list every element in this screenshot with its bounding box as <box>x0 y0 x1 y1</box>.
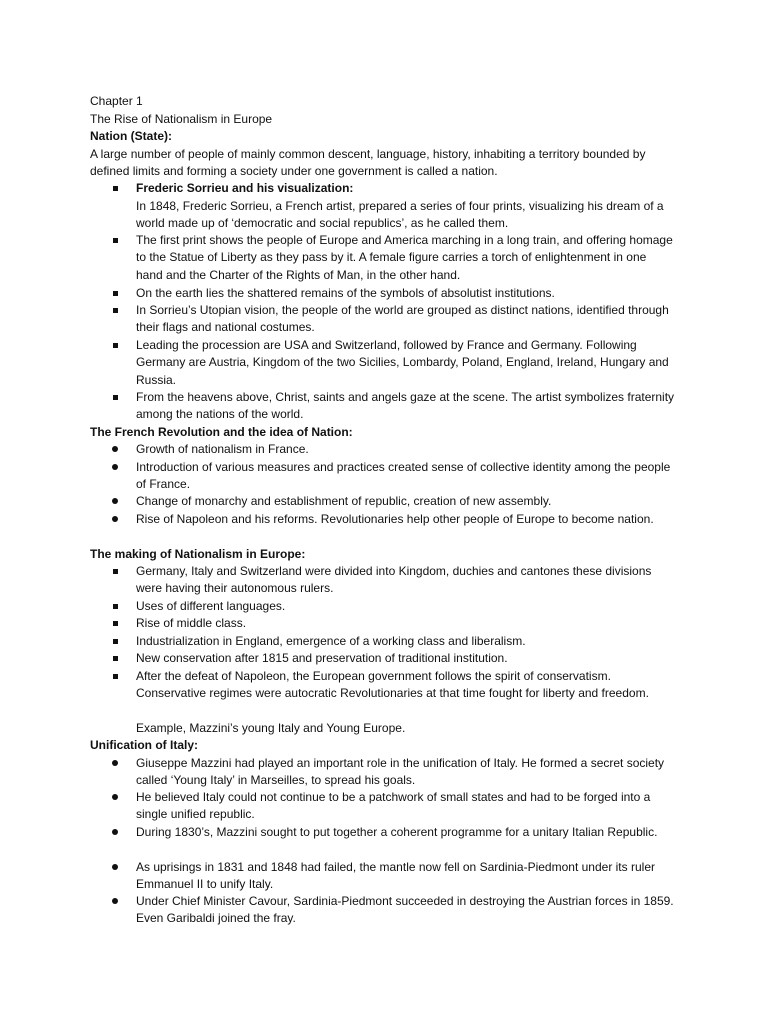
french-revolution-item: Rise of Napoleon and his reforms. Revolutionaries help other people of Europe to become nation. <box>136 512 654 526</box>
french-revolution-item: Introduction of various measures and practices created sense of collective identity among the people of France. <box>136 460 671 492</box>
unification-item: He believed Italy could not continue to be a patchwork of small states and had to be forged into a single unified republic. <box>136 790 651 822</box>
list-item <box>90 180 670 197</box>
list-item <box>90 302 670 337</box>
list-item <box>90 893 674 928</box>
list-item <box>90 650 670 667</box>
sorrieu-item: In Sorrieu’s Utopian vision, the people of the world are grouped as distinct nations, identified through their flags and national costumes. <box>136 303 669 335</box>
round-bullet-icon <box>112 760 118 766</box>
making-example: Example, Mazzini’s young Italy and Young Europe. <box>136 721 406 735</box>
sorrieu-intro: In 1848, Frederic Sorrieu, a French artist, prepared a series of four prints, visualizing his dream of a world made up of ‘democratic and social republics’, as he called them. <box>136 199 664 231</box>
square-bullet-icon <box>113 343 118 348</box>
list-item <box>90 563 670 598</box>
round-bullet-icon <box>112 898 118 904</box>
french-revolution-item: Growth of nationalism in France. <box>136 442 309 456</box>
list-item <box>90 789 670 824</box>
square-bullet-icon <box>113 656 118 661</box>
list-item <box>90 441 670 458</box>
list-item <box>90 755 670 790</box>
nation-heading: Nation (State): <box>90 129 172 143</box>
making-item: After the defeat of Napoleon, the European government follows the spirit of conservatism. Conservative regimes were autocratic Revolutionaries at that time fought for liberty and freedom. <box>136 669 649 701</box>
round-bullet-icon <box>112 446 118 452</box>
round-bullet-icon <box>112 516 118 522</box>
list-item <box>90 511 670 528</box>
list-item <box>90 232 673 284</box>
square-bullet-icon <box>113 621 118 626</box>
making-heading: The making of Nationalism in Europe: <box>90 547 306 561</box>
unification-item: Under Chief Minister Cavour, Sardinia-Piedmont succeeded in destroying the Austrian forces in 1859. Even Garibaldi joined the fray. <box>136 894 674 926</box>
list-item <box>90 668 670 703</box>
square-bullet-icon <box>113 291 118 296</box>
round-bullet-icon <box>112 794 118 800</box>
square-bullet-icon <box>113 604 118 609</box>
making-item: New conservation after 1815 and preservation of traditional institution. <box>136 651 508 665</box>
unification-item: During 1830’s, Mazzini sought to put together a coherent programme for a unitary Italian Republic. <box>136 825 658 839</box>
making-item: Germany, Italy and Switzerland were divided into Kingdom, duchies and cantones these divisions were having their autonomous rulers. <box>136 564 652 596</box>
list-item <box>90 615 670 632</box>
making-item: Uses of different languages. <box>136 599 286 613</box>
list-item <box>90 859 670 894</box>
nation-definition: A large number of people of mainly common descent, language, history, inhabiting a territory bounded by defined limits and forming a society under one government is called a nation. <box>90 147 646 179</box>
square-bullet-icon <box>113 308 118 313</box>
list-item <box>90 824 670 841</box>
round-bullet-icon <box>112 498 118 504</box>
list-item <box>90 633 670 650</box>
list-item <box>90 337 670 389</box>
round-bullet-icon <box>112 829 118 835</box>
sorrieu-heading: Frederic Sorrieu and his visualization: <box>136 181 354 195</box>
round-bullet-icon <box>112 864 118 870</box>
unification-item: Giuseppe Mazzini had played an important role in the unification of Italy. He formed a secret society called ‘Young Italy’ in Marseilles, to spread his goals. <box>136 756 665 788</box>
unification-heading: Unification of Italy: <box>90 738 198 752</box>
list-item <box>90 389 675 424</box>
unification-item: As uprisings in 1831 and 1848 had failed, the mantle now fell on Sardinia-Piedmont under its ruler Emmanuel II to unify Italy. <box>136 860 655 892</box>
french-revolution-item: Change of monarchy and establishment of republic, creation of new assembly. <box>136 494 552 508</box>
sorrieu-item: Leading the procession are USA and Switzerland, followed by France and Germany. Following Germany are Austria, Kingdom of the two Sicilies, Lombardy, Poland, England, Ireland, Hungary and Russia. <box>136 338 669 387</box>
square-bullet-icon <box>113 238 118 243</box>
sorrieu-item: The first print shows the people of Europe and America marching in a long train, and offering homage to the Statue of Liberty as they pass by it. A female figure carries a torch of enlightenment in one hand and the Charter of the Rights of Man, in the other hand. <box>136 233 673 282</box>
sorrieu-item: From the heavens above, Christ, saints and angels gaze at the scene. The artist symbolizes fraternity among the nations of the world. <box>136 390 675 422</box>
sorrieu-item: On the earth lies the shattered remains of the symbols of absolutist institutions. <box>136 286 555 300</box>
square-bullet-icon <box>113 395 118 400</box>
list-item <box>90 459 670 494</box>
square-bullet-icon <box>113 569 118 574</box>
list-item <box>90 285 670 302</box>
making-item: Rise of middle class. <box>136 616 247 630</box>
document-title: The Rise of Nationalism in Europe <box>90 112 273 126</box>
chapter-label: Chapter 1 <box>90 94 143 108</box>
french-revolution-heading: The French Revolution and the idea of Nation: <box>90 425 353 439</box>
list-item <box>90 598 670 615</box>
list-item <box>90 493 670 510</box>
square-bullet-icon <box>113 639 118 644</box>
square-bullet-icon <box>113 186 118 191</box>
making-item: Industrialization in England, emergence of a working class and liberalism. <box>136 634 526 648</box>
square-bullet-icon <box>113 674 118 679</box>
round-bullet-icon <box>112 464 118 470</box>
